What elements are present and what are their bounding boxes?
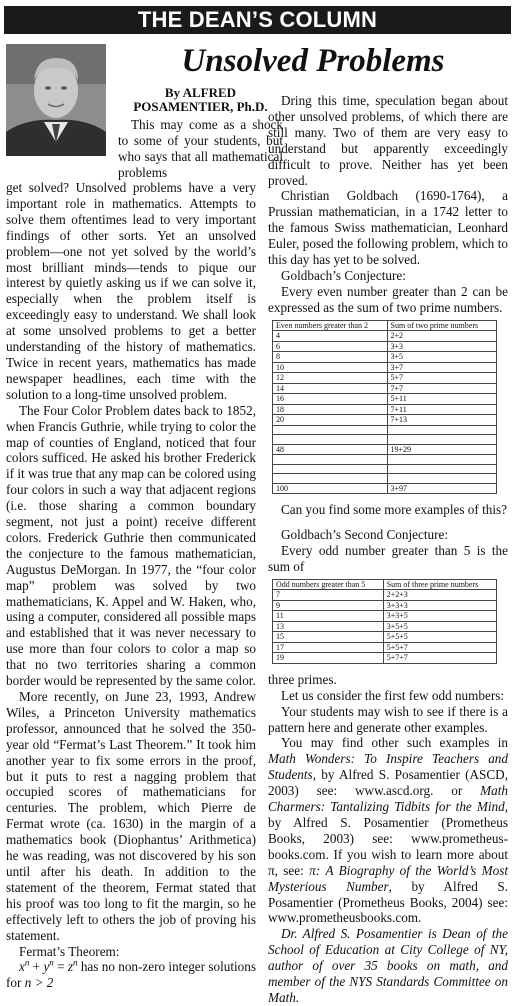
table-header: Odd numbers greater than 5 <box>273 579 384 590</box>
table-cell <box>273 425 388 435</box>
paragraph: Can you find some more examples of this? <box>281 502 507 518</box>
table-cell: 3+3+3 <box>383 600 496 611</box>
paragraph: get solved? Unsolved problems have a very important role in mathematics. Attempts to solve them oftentimes lead to very important findings of other sorts. Yet an unsolved problem—one not yet solved by the world’s most brilliant minds—tends to pique our interest by quietly asking us if we can solve it, especially when the problem itself is exceedingly easy to understand. We shall look at some unsolved problems to get a better understanding of the history of mathematics. Twice in recent years, mathematics has made newspaper headlines, each time with the solution to a long-time unsolved problem. <box>6 180 256 402</box>
text-run: , by Alfred S. Posamentier (ASCD, 2003) see: www.ascd.org. or <box>268 767 508 799</box>
table-row <box>273 483 497 494</box>
table-cell <box>273 435 388 445</box>
table-cell: 7+13 <box>387 415 496 426</box>
table-cell: 48 <box>273 444 388 455</box>
intro-text <box>118 117 283 181</box>
table-cell: 20 <box>273 415 388 426</box>
table-row <box>273 653 497 664</box>
table-row <box>273 404 497 415</box>
table-cell <box>387 435 496 445</box>
table-cell: 4 <box>273 331 388 342</box>
table-row <box>273 642 497 653</box>
table-row <box>273 373 497 384</box>
table-cell: 8 <box>273 352 388 363</box>
paragraph: This may come as a shock to some of your students, but who says that all mathematical problems <box>118 117 283 180</box>
table-cell: 6 <box>273 341 388 352</box>
table-row <box>273 415 497 426</box>
table-cell <box>387 474 496 484</box>
table-cell: 7+11 <box>387 404 496 415</box>
table-cell: 5+5+5 <box>383 632 496 643</box>
paragraph: Every even number greater than 2 can be expressed as the sum of two prime numbers. <box>268 283 508 315</box>
table-cell: 3+5 <box>387 352 496 363</box>
table-cell: 3+3 <box>387 341 496 352</box>
table-header: Sum of three prime numbers <box>383 579 496 590</box>
paragraph: Christian Goldbach (1690-1764), a Prussian mathematician, in a 1742 letter to the famous Swiss mathematician, Leonhard Euler, posed the following problem, which to this day has yet to be solved. <box>268 188 508 268</box>
table-cell <box>273 464 388 474</box>
table-cell: 14 <box>273 383 388 394</box>
book-title: π: A Biography of the World’s Most Mysterious Number <box>268 862 508 894</box>
paragraph: Every odd number greater than 5 is the sum of <box>268 543 508 574</box>
text-run: , by Alfred S. Posamentier (Prometheus Books, 2004) see: www.prometheusbooks.com. <box>268 878 508 926</box>
table-cell: 7 <box>273 590 384 601</box>
table-row <box>273 383 497 394</box>
table-cell: 13 <box>273 621 384 632</box>
table-cell <box>273 455 388 465</box>
table-row <box>273 590 497 601</box>
text-run: You may find other such examples in <box>281 735 508 751</box>
table-cell <box>273 474 388 484</box>
book-title: Math Wonders: To Inspire Teachers and Students <box>268 751 508 783</box>
table-cell <box>387 425 496 435</box>
table-row <box>273 341 497 352</box>
fermat-formula: $x^n + y^n = z^n$ has no non-zero integer solutions for n > 2 <box>6 958 256 991</box>
article-byline: By ALFRED POSAMENTIER, Ph.D. <box>133 85 268 114</box>
formula-text: has no non-zero integer solutions for <box>6 959 256 991</box>
table-cell: 12 <box>273 373 388 384</box>
table-cell: 18 <box>273 404 388 415</box>
table-cell: 2+2+3 <box>383 590 496 601</box>
left-column <box>6 180 256 991</box>
table-cell: 5+11 <box>387 394 496 405</box>
author-bio: Dr. Alfred S. Posamentier is Dean of the School of Education at City College of NY, author of over 35 books on math, and member of the NYS Standards Committee on Math. <box>268 926 508 1005</box>
table-cell: 19 <box>273 653 384 664</box>
table-row <box>273 455 497 465</box>
table-row <box>273 352 497 363</box>
author-photo <box>6 44 106 156</box>
table-cell: 15 <box>273 632 384 643</box>
paragraph: Fermat’s Theorem: <box>19 943 120 959</box>
paragraph: The Four Color Problem dates back to 1852, when Francis Guthrie, while trying to color the map of counties of England, noticed that four colors sufficed. He asked his brother Frederick if it was true that any map can be colored using four colors in such a way that adjacent regions (i.e. those sharing a common boundary segment, not just a point) receive different colors. Frederick Guthrie then communicated the conjecture to the famous mathematician, Augustus DeMorgan. In 1977, the “four color map” problem was solved by two mathematicians, K. Appel and W. Haken, who, using a computer, considered all possible maps and established that it was never necessary to use more than four colors to color a map so that no two territories sharing a common border would be represented by the same color. <box>6 402 256 689</box>
table-cell: 11 <box>273 611 384 622</box>
table-cell: 3+5+5 <box>383 621 496 632</box>
paragraph: Goldbach’s Conjecture: <box>281 267 406 283</box>
table-cell: 10 <box>273 362 388 373</box>
table-cell: 7+7 <box>387 383 496 394</box>
table-cell <box>387 455 496 465</box>
table-row <box>273 474 497 484</box>
author-portrait-image <box>6 44 106 156</box>
table-cell: 3+7 <box>387 362 496 373</box>
table-row <box>273 600 497 611</box>
paragraph <box>268 735 508 926</box>
text-run: by Alfred S. Posamentier (Prometheus Books, 2003) see: www.prometheus-books.com. If you wish to learn more about π, see: <box>268 814 508 878</box>
table-row <box>273 435 497 445</box>
table-cell <box>387 464 496 474</box>
table-row <box>273 394 497 405</box>
table-header: Even numbers greater than 2 <box>273 320 388 331</box>
table-cell: 9 <box>273 600 384 611</box>
table-row <box>273 331 497 342</box>
paragraph: three primes. <box>268 671 337 687</box>
table-cell: 5+7 <box>387 373 496 384</box>
article-title: Unsolved Problems <box>181 43 445 79</box>
paragraph: Goldbach’s Second Conjecture: <box>281 527 449 543</box>
column-banner: THE DEAN’S COLUMN <box>4 6 511 34</box>
table-cell: 3+3+5 <box>383 611 496 622</box>
table-row <box>273 444 497 455</box>
table-row <box>273 425 497 435</box>
table-header: Sum of two prime numbers <box>387 320 496 331</box>
paragraph: More recently, on June 23, 1993, Andrew Wiles, a Princeton University mathematics professor, announced that he solved the 350-year old “Fermat’s Last Theorem.” It took him another year to fix some errors in the proof, but it puts to rest a nagging problem that occupied scores of mathematicians for centuries. The problem, which Pierre de Fermat wrote (ca. 1630) in the margin of a mathematics book (Diophantus’ Arithmetica) he was reading, was not discovered by his son until after his death. In addition to the statement of the theorem, Fermat stated that his proof was too long to fit the margin, so he effectively left to others the job of proving his statement. <box>6 689 256 943</box>
paragraph: Let us consider the first few odd numbers: <box>281 687 505 703</box>
table-cell: 17 <box>273 642 384 653</box>
paragraph: Dring this time, speculation began about other unsolved problems, of which there are still many. Two of them are very easy to understand but apparently exceedingly difficult to prove. Neither has yet been proved. <box>268 93 508 188</box>
table-cell: 19+29 <box>387 444 496 455</box>
even-numbers-table <box>272 320 497 495</box>
table-cell: 2+2 <box>387 331 496 342</box>
book-title: Math Charmers: Tantalizing Tidbits for the Mind, <box>268 783 508 815</box>
table-row <box>273 362 497 373</box>
table-row <box>273 611 497 622</box>
table-row <box>273 621 497 632</box>
table-cell: 3+97 <box>387 483 496 494</box>
odd-numbers-table <box>272 579 497 664</box>
table-cell: 16 <box>273 394 388 405</box>
formula-condition: n > 2 <box>24 975 54 991</box>
table-row <box>273 464 497 474</box>
table-row <box>273 632 497 643</box>
table-cell: 5+7+7 <box>383 653 496 664</box>
table-cell: 100 <box>273 483 388 494</box>
paragraph: Your students may wish to see if there is a pattern here and generate other examples. <box>268 703 508 735</box>
table-cell: 5+5+7 <box>383 642 496 653</box>
